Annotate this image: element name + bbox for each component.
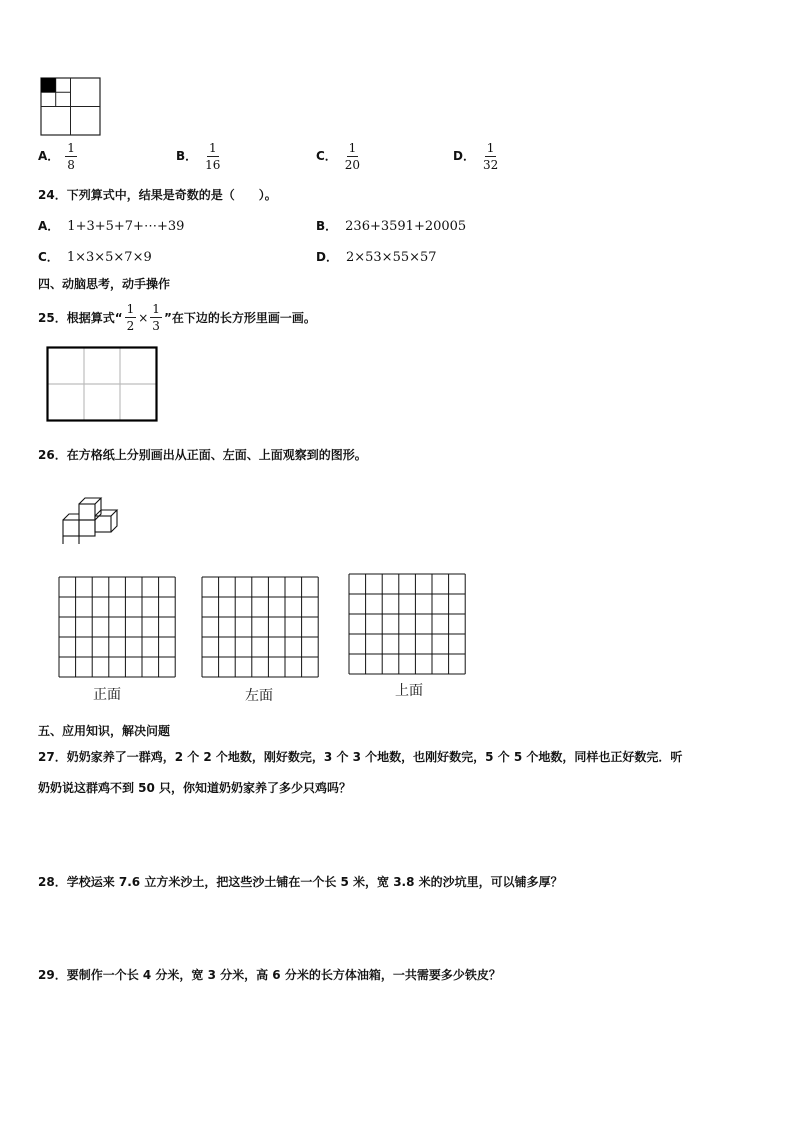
fraction-one-third: $\frac{1}{3}$	[152, 302, 160, 333]
q24-option-a[interactable]: A． 1+3+5+7+⋯+39	[38, 219, 185, 234]
q27-line-1: 27．奶奶家养了一群鸡，2 个 2 个地数，刚好数完，3 个 3 个地数，也刚好数完，5 个 5 个地数，同样也正好数完．听	[38, 750, 683, 764]
q25-stem: 25．根据算式“ $\frac{1}{2}$ × $\frac{1}{3}$ ”在下边的长方形里画一画。	[38, 302, 316, 333]
grid-paper-front[interactable]	[58, 576, 178, 678]
q23-option-a[interactable]: A． $\frac{1}{8}$	[38, 141, 75, 172]
caption-left-view: 左面	[245, 688, 273, 704]
fraction: $\frac{1}{8}$	[67, 141, 75, 172]
q24-stem: 24．下列算式中，结果是奇数的是（ ）。	[38, 188, 277, 202]
q26-stem: 26．在方格纸上分别画出从正面、左面、上面观察到的图形。	[38, 448, 367, 462]
cube-stack-figure	[55, 494, 129, 552]
q27-line-2: 奶奶说这群鸡不到 50 只，你知道奶奶家养了多少只鸡吗？	[38, 781, 352, 795]
fraction: $\frac{1}{16}$	[205, 141, 221, 172]
fraction: $\frac{1}{32}$	[482, 141, 499, 172]
q24-option-c[interactable]: C． 1×3×5×7×9	[38, 250, 152, 265]
q23-square-figure	[40, 77, 102, 137]
q25-rectangle-grid[interactable]	[46, 346, 158, 422]
q24-option-b[interactable]: B． 236+3591+20005	[316, 219, 467, 234]
q23-option-b[interactable]: B． $\frac{1}{16}$	[176, 141, 221, 172]
section-5-heading: 五、应用知识，解决问题	[38, 724, 171, 738]
q28-stem: 28．学校运来 7.6 立方米沙土，把这些沙土铺在一个长 5 米，宽 3.8 米的沙坑里，可以铺多厚？	[38, 875, 563, 889]
fraction-one-half: $\frac{1}{2}$	[126, 302, 135, 333]
caption-top-view: 上面	[395, 683, 423, 699]
fraction: $\frac{1}{20}$	[344, 141, 361, 172]
grid-paper-top[interactable]	[348, 573, 468, 675]
caption-front-view: 正面	[93, 687, 121, 703]
q24-option-d[interactable]: D． 2×53×55×57	[316, 250, 437, 265]
shaded-cell	[41, 78, 56, 92]
q29-stem: 29．要制作一个长 4 分米，宽 3 分米，高 6 分米的长方体油箱，一共需要多少铁皮？	[38, 968, 501, 982]
q23-option-d[interactable]: D． $\frac{1}{32}$	[453, 141, 499, 172]
q23-option-c[interactable]: C． $\frac{1}{20}$	[316, 141, 361, 172]
grid-paper-left[interactable]	[201, 576, 321, 678]
section-4-heading: 四、动脑思考，动手操作	[38, 277, 171, 291]
